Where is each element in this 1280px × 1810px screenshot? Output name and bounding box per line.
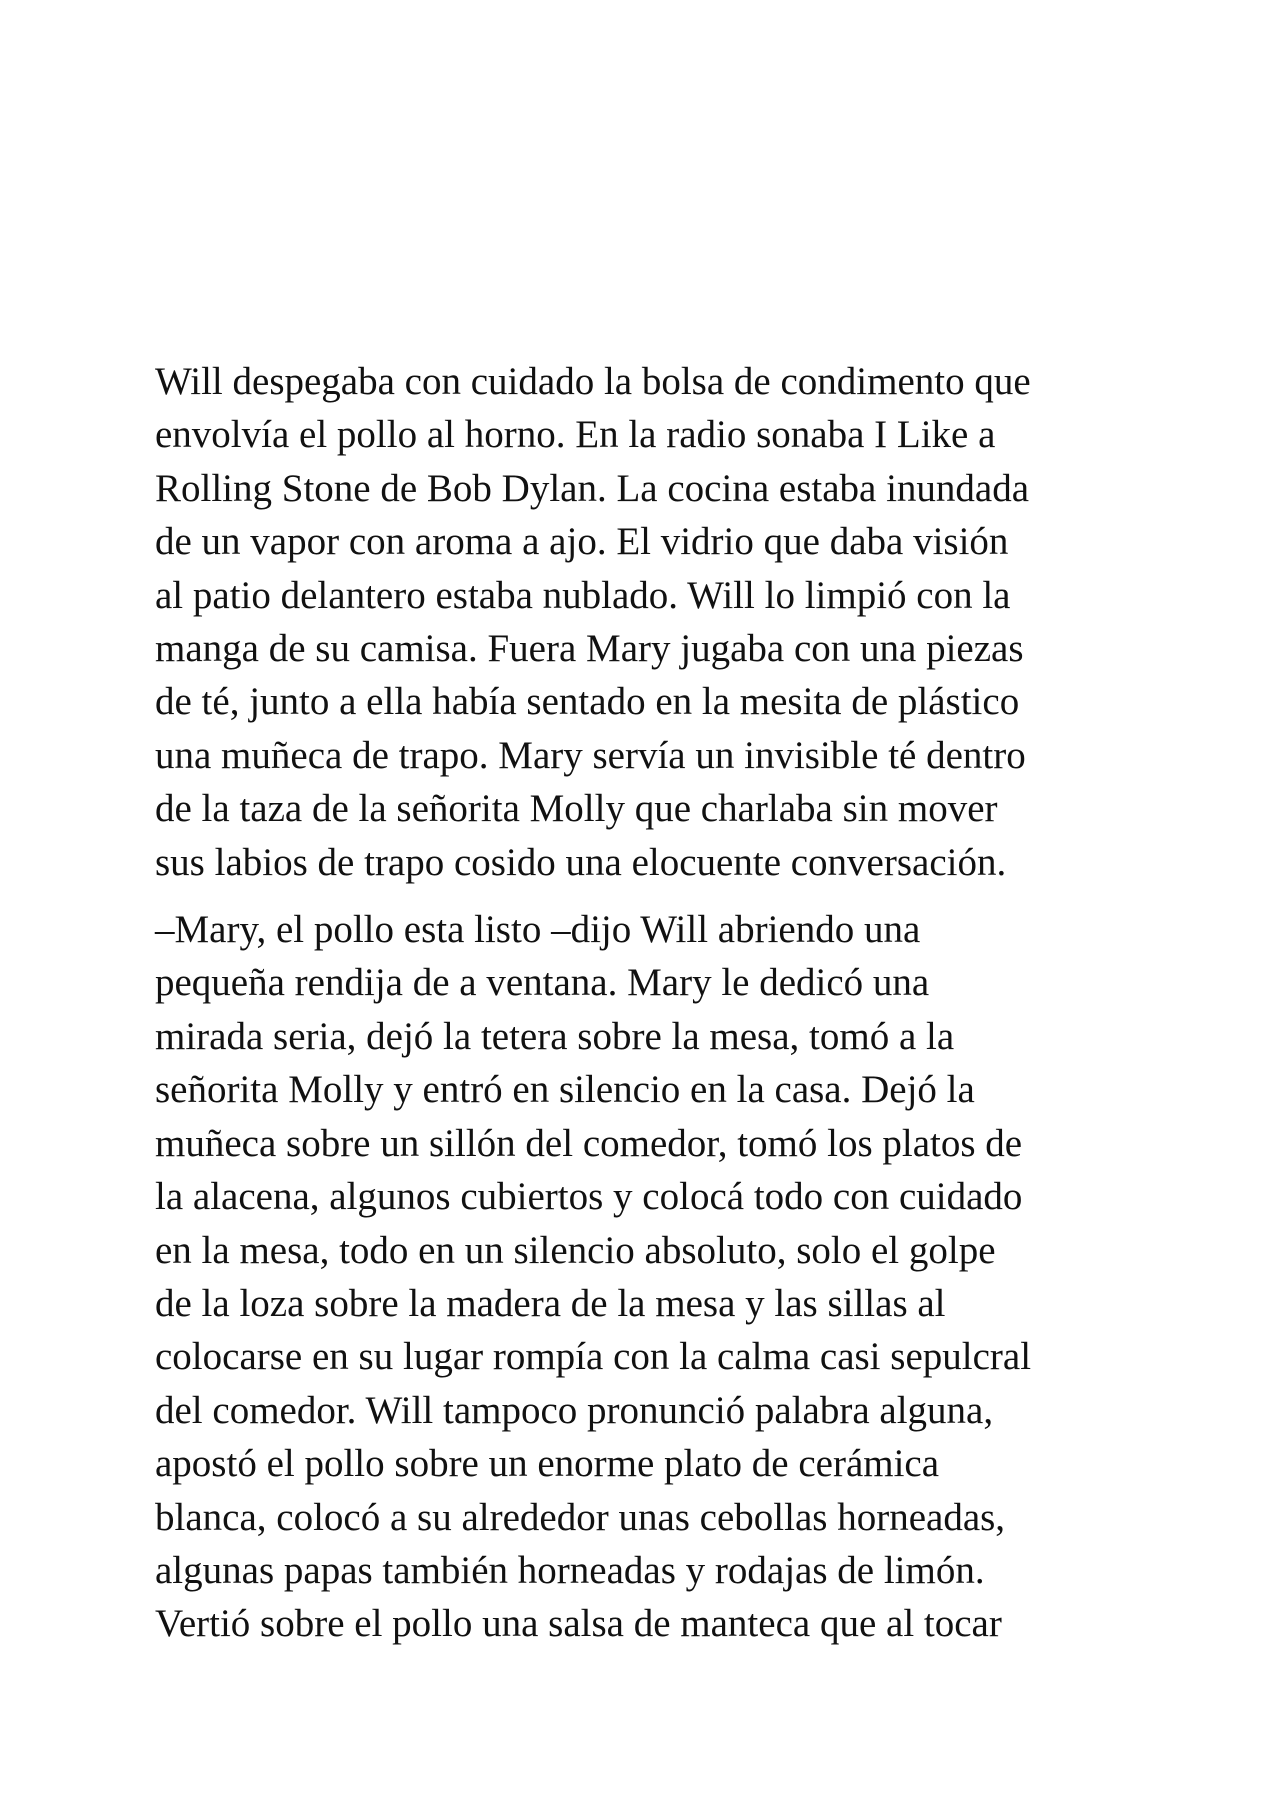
text-line: apostó el pollo sobre un enorme plato de cerámica xyxy=(155,1442,940,1486)
text-line: colocarse en su lugar rompía con la calma casi sepulcral xyxy=(155,1335,1032,1379)
text-line: envolvía el pollo al horno. En la radio sonaba I Like a xyxy=(155,413,996,457)
text-line: señorita Molly y entró en silencio en la casa. Dejó la xyxy=(155,1068,975,1112)
paragraph-1 xyxy=(155,355,1135,889)
text-line: Vertió sobre el pollo una salsa de manteca que al tocar xyxy=(155,1602,1002,1646)
text-line: la alacena, algunos cubiertos y colocá todo con cuidado xyxy=(155,1175,1023,1219)
text-line: –Mary, el pollo esta listo –dijo Will abriendo una xyxy=(155,908,921,952)
text-line: del comedor. Will tampoco pronunció palabra alguna, xyxy=(155,1388,994,1432)
text-line: mirada seria, dejó la tetera sobre la mesa, tomó a la xyxy=(155,1014,955,1058)
text-line: de un vapor con aroma a ajo. El vidrio que daba visión xyxy=(155,520,1009,564)
text-line: de la taza de la señorita Molly que charlaba sin mover xyxy=(155,787,998,831)
text-line: manga de su camisa. Fuera Mary jugaba con una piezas xyxy=(155,627,1024,671)
text-line: blanca, colocó a su alrededor unas cebollas horneadas, xyxy=(155,1495,1006,1539)
text-line: una muñeca de trapo. Mary servía un invisible té dentro xyxy=(155,733,1026,777)
text-line: al patio delantero estaba nublado. Will lo limpió con la xyxy=(155,573,1011,617)
text-line: Rolling Stone de Bob Dylan. La cocina estaba inundada xyxy=(155,466,1030,510)
paragraph-2 xyxy=(155,903,1135,1651)
text-line: Will despegaba con cuidado la bolsa de condimento que xyxy=(155,360,1031,403)
text-line: algunas papas también horneadas y rodajas de limón. xyxy=(155,1548,985,1592)
body-text xyxy=(155,355,1135,1651)
text-line: sus labios de trapo cosido una elocuente conversación. xyxy=(155,840,1007,884)
text-line: en la mesa, todo en un silencio absoluto, solo el golpe xyxy=(155,1228,996,1272)
text-line: de la loza sobre la madera de la mesa y las sillas al xyxy=(155,1281,946,1325)
text-line: pequeña rendija de a ventana. Mary le dedicó una xyxy=(155,961,930,1005)
text-line: muñeca sobre un sillón del comedor, tomó los platos de xyxy=(155,1121,1023,1165)
text-line: de té, junto a ella había sentado en la mesita de plástico xyxy=(155,680,1020,724)
